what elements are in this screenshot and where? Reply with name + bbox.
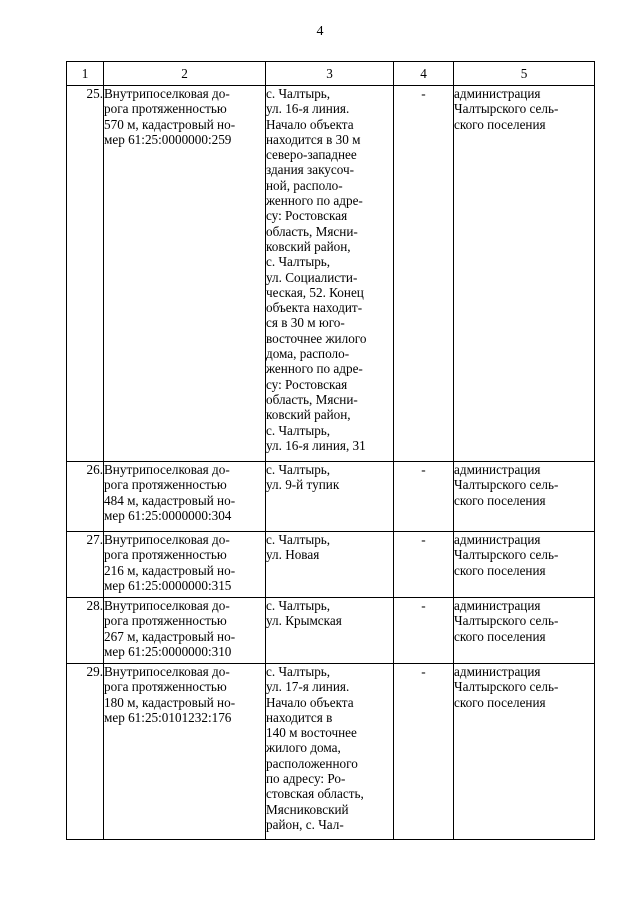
column-4-cell: - bbox=[394, 664, 454, 840]
address-cell bbox=[266, 532, 394, 598]
row-number: 28. bbox=[67, 598, 104, 664]
owner-cell-line: Чалтырского сель- bbox=[454, 477, 559, 493]
object-name-cell-line: мер 61:25:0000000:259 bbox=[104, 131, 232, 147]
address-cell-line: восточнее жилого bbox=[266, 330, 367, 346]
address-cell-line: здания закусоч- bbox=[266, 162, 355, 178]
object-name-cell-line: Внутрипоселковая до- bbox=[104, 664, 230, 679]
address-cell-line: 140 м восточнее bbox=[266, 725, 357, 741]
address-cell-line: ул. 16-я линия, 31 bbox=[266, 437, 366, 453]
owner-cell-line: администрация bbox=[454, 532, 541, 547]
owner-cell bbox=[454, 462, 595, 532]
address-cell-line: ческая, 52. Конец bbox=[266, 284, 364, 300]
address-cell-line: с. Чалтырь, bbox=[266, 664, 331, 679]
object-name-cell bbox=[104, 532, 266, 598]
address-cell-line: ул. 17-я линия. bbox=[266, 679, 350, 695]
address-cell-line: с. Чалтырь, bbox=[266, 598, 331, 613]
address-cell-line: ул. Социалисти- bbox=[266, 269, 358, 285]
row-number: 27. bbox=[67, 532, 104, 598]
address-cell-line: ул. 9-й тупик bbox=[266, 477, 340, 493]
owner-cell-line: администрация bbox=[454, 462, 541, 477]
address-cell-line: по адресу: Ро- bbox=[266, 771, 346, 787]
address-cell-line: Начало объекта bbox=[266, 694, 354, 710]
address-cell-line: с. Чалтырь, bbox=[266, 532, 331, 547]
owner-cell-line: Чалтырского сель- bbox=[454, 679, 559, 695]
table-row bbox=[67, 86, 595, 462]
row-number: 25. bbox=[67, 86, 104, 462]
owner-cell-line: ского поселения bbox=[454, 116, 546, 132]
address-cell-line: объекта находит- bbox=[266, 300, 363, 316]
object-name-cell bbox=[104, 86, 266, 462]
object-name-cell-line: рога протяженностью bbox=[104, 613, 227, 629]
owner-cell-line: ского поселения bbox=[454, 628, 546, 644]
owner-cell bbox=[454, 532, 595, 598]
column-4-cell: - bbox=[394, 86, 454, 462]
address-cell-line: с. Чалтырь, bbox=[266, 86, 331, 101]
owner-cell-line: администрация bbox=[454, 598, 541, 613]
object-name-cell bbox=[104, 598, 266, 664]
address-cell-line: Начало объекта bbox=[266, 116, 354, 132]
table-row bbox=[67, 664, 595, 840]
table-row bbox=[67, 532, 595, 598]
address-cell bbox=[266, 86, 394, 462]
address-cell bbox=[266, 598, 394, 664]
address-cell-line: ул. Крымская bbox=[266, 613, 342, 629]
column-header: 2 bbox=[104, 62, 266, 86]
object-name-cell-line: мер 61:25:0000000:315 bbox=[104, 577, 232, 593]
table-body bbox=[67, 86, 595, 840]
document-table bbox=[66, 61, 595, 840]
column-4-cell: - bbox=[394, 462, 454, 532]
address-cell-line: с. Чалтырь, bbox=[266, 462, 331, 477]
address-cell-line: жилого дома, bbox=[266, 740, 341, 756]
address-cell-line: область, Мясни- bbox=[266, 223, 358, 239]
address-cell-line: дома, располо- bbox=[266, 346, 350, 362]
owner-cell bbox=[454, 86, 595, 462]
address-cell-line: находится в bbox=[266, 709, 333, 725]
address-cell bbox=[266, 462, 394, 532]
address-cell bbox=[266, 664, 394, 840]
address-cell-line: район, с. Чал- bbox=[266, 816, 344, 832]
owner-cell-line: администрация bbox=[454, 86, 541, 101]
column-header: 3 bbox=[266, 62, 394, 86]
owner-cell bbox=[454, 598, 595, 664]
object-name-cell-line: 570 м, кадастровый но- bbox=[104, 116, 236, 132]
object-name-cell-line: рога протяженностью bbox=[104, 679, 227, 695]
owner-cell-line: Чалтырского сель- bbox=[454, 101, 559, 117]
address-cell-line: с. Чалтырь, bbox=[266, 254, 331, 270]
address-cell-line: северо-западнее bbox=[266, 147, 357, 163]
owner-cell-line: Чалтырского сель- bbox=[454, 547, 559, 563]
column-header: 1 bbox=[67, 62, 104, 86]
object-name-cell-line: Внутрипоселковая до- bbox=[104, 532, 230, 547]
table-row bbox=[67, 598, 595, 664]
object-name-cell-line: рога протяженностью bbox=[104, 547, 227, 563]
address-cell-line: су: Ростовская bbox=[266, 376, 348, 392]
column-header: 4 bbox=[394, 62, 454, 86]
owner-cell-line: ского поселения bbox=[454, 562, 546, 578]
object-name-cell bbox=[104, 664, 266, 840]
object-name-cell-line: Внутрипоселковая до- bbox=[104, 462, 230, 477]
address-cell-line: женного по адре- bbox=[266, 361, 363, 377]
object-name-cell bbox=[104, 462, 266, 532]
address-cell-line: ся в 30 м юго- bbox=[266, 315, 345, 331]
address-cell-line: область, Мясни- bbox=[266, 391, 358, 407]
address-cell-line: ул. Новая bbox=[266, 547, 320, 563]
owner-cell-line: ского поселения bbox=[454, 694, 546, 710]
column-header: 5 bbox=[454, 62, 595, 86]
row-number: 29. bbox=[67, 664, 104, 840]
owner-cell-line: Чалтырского сель- bbox=[454, 613, 559, 629]
column-4-cell: - bbox=[394, 598, 454, 664]
address-cell-line: ковский район, bbox=[266, 407, 351, 423]
owner-cell-line: ского поселения bbox=[454, 492, 546, 508]
owner-cell bbox=[454, 664, 595, 840]
row-number: 26. bbox=[67, 462, 104, 532]
address-cell-line: женного по адре- bbox=[266, 193, 363, 209]
address-cell-line: ковский район, bbox=[266, 238, 351, 254]
object-name-cell-line: рога протяженностью bbox=[104, 477, 227, 493]
object-name-cell-line: Внутрипоселковая до- bbox=[104, 598, 230, 613]
address-cell-line: су: Ростовская bbox=[266, 208, 348, 224]
table-row bbox=[67, 462, 595, 532]
object-name-cell-line: Внутрипоселковая до- bbox=[104, 86, 230, 101]
object-name-cell-line: рога протяженностью bbox=[104, 101, 227, 117]
address-cell-line: Мясниковский bbox=[266, 801, 349, 817]
table-header-row bbox=[67, 62, 595, 86]
page-number: 4 bbox=[316, 24, 324, 39]
object-name-cell-line: 180 м, кадастровый но- bbox=[104, 694, 236, 710]
address-cell-line: с. Чалтырь, bbox=[266, 422, 331, 438]
object-name-cell-line: мер 61:25:0000000:304 bbox=[104, 507, 232, 523]
address-cell-line: ной, располо- bbox=[266, 177, 343, 193]
column-4-cell: - bbox=[394, 532, 454, 598]
address-cell-line: стовская область, bbox=[266, 786, 364, 802]
object-name-cell-line: 216 м, кадастровый но- bbox=[104, 562, 236, 578]
object-name-cell-line: 484 м, кадастровый но- bbox=[104, 492, 236, 508]
object-name-cell-line: мер 61:25:0101232:176 bbox=[104, 709, 232, 725]
address-cell-line: расположенного bbox=[266, 755, 358, 771]
owner-cell-line: администрация bbox=[454, 664, 541, 679]
address-cell-line: ул. 16-я линия. bbox=[266, 101, 350, 117]
object-name-cell-line: 267 м, кадастровый но- bbox=[104, 628, 236, 644]
object-name-cell-line: мер 61:25:0000000:310 bbox=[104, 643, 232, 659]
address-cell-line: находится в 30 м bbox=[266, 131, 361, 147]
